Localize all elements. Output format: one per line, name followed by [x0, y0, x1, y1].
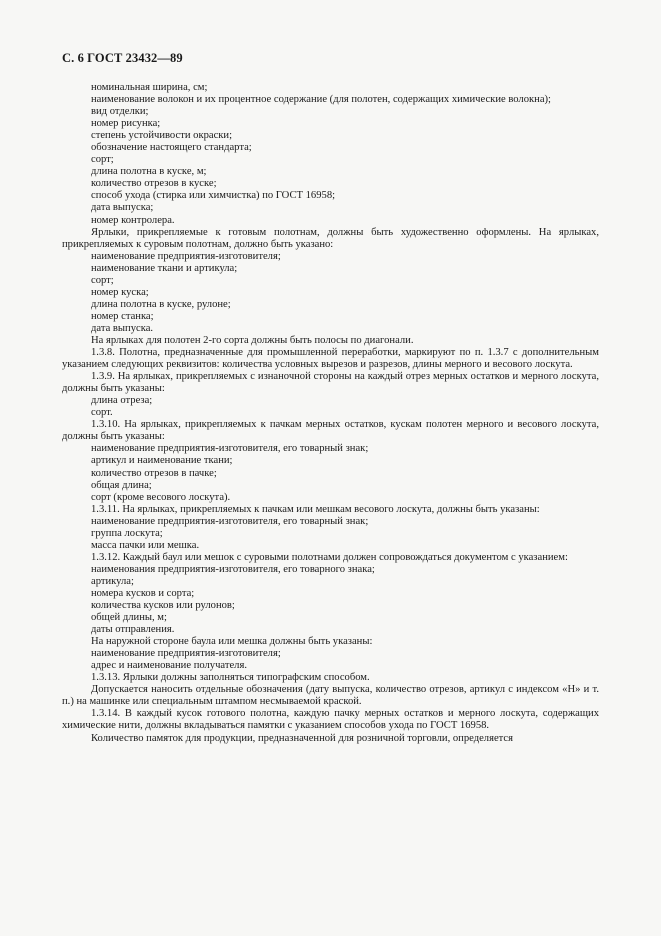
paragraph: количество отрезов в куске;: [91, 178, 217, 190]
paragraph: 1.3.9. На ярлыках, прикрепляемых с изнаночной стороны на каждый отрез мерных остатков и мерного лоскута, должны быть указаны:: [62, 371, 599, 395]
paragraph: Ярлыки, прикрепляемые к готовым полотнам, должны быть художественно оформлены. На ярлыках, прикрепляемых к суровым полотнам, должно быть указано:: [62, 226, 599, 250]
paragraph: сорт;: [91, 154, 114, 166]
paragraph: длина полотна в куске, рулоне;: [91, 298, 231, 310]
paragraph: Допускается наносить отдельные обозначения (дату выпуска, количество отрезов, артикул с индексом «Н» и т. п.) на машинке или специальным штампом несмываемой краской.: [62, 684, 599, 708]
paragraph: количества кусков или рулонов;: [91, 600, 235, 612]
paragraph: 1.3.11. На ярлыках, прикрепляемых к пачкам или мешкам весового лоскута, должны быть указаны:: [91, 503, 540, 515]
paragraph: наименования предприятия-изготовителя, его товарного знака;: [91, 563, 375, 575]
paragraph: На ярлыках для полотен 2-го сорта должны быть полосы по диагонали.: [91, 334, 414, 346]
document-body: [62, 82, 599, 745]
paragraph: длина полотна в куске, м;: [91, 166, 207, 178]
paragraph: Количество памяток для продукции, предназначенной для розничной торговли, определяется: [91, 732, 513, 744]
paragraph: общая длина;: [91, 479, 152, 491]
paragraph: номинальная ширина, см;: [91, 82, 208, 93]
paragraph: наименование предприятия-изготовителя, его товарный знак;: [91, 515, 369, 527]
paragraph: дата выпуска.: [91, 322, 154, 334]
paragraph: На наружной стороне баула или мешка должны быть указаны:: [91, 636, 373, 648]
paragraph: наименование предприятия-изготовителя;: [91, 648, 281, 660]
paragraph: количество отрезов в пачке;: [91, 467, 217, 479]
paragraph: способ ухода (стирка или химчистка) по ГОСТ 16958;: [91, 190, 336, 202]
paragraph: 1.3.10. На ярлыках, прикрепляемых к пачкам мерных остатков, кускам полотен мерного и весового лоскута, должны быть указаны:: [62, 419, 599, 443]
paragraph: артикула;: [91, 575, 134, 587]
paragraph: адрес и наименование получателя.: [91, 660, 247, 672]
paragraph: номер контролера.: [91, 214, 175, 226]
paragraph: дата выпуска;: [91, 202, 154, 214]
paragraph: наименование предприятия-изготовителя;: [91, 250, 281, 262]
paragraph: 1.3.14. В каждый кусок готового полотна, каждую пачку мерных остатков и мерного лоскута, содержащих химические нити, должны вкладываться памятки с указанием способов ухода по ГОСТ 16958.: [62, 708, 599, 732]
paragraph: 1.3.8. Полотна, предназначенные для промышленной переработки, маркируют по п. 1.3.7 с дополнительным указанием следующих реквизитов: количества условных вырезов и разрезов, длины мерного и весового лоскута.: [62, 347, 599, 371]
paragraph: масса пачки или мешка.: [91, 539, 200, 551]
paragraph: номер станка;: [91, 310, 154, 322]
paragraph: наименование предприятия-изготовителя, его товарный знак;: [91, 443, 369, 455]
paragraph: степень устойчивости окраски;: [91, 130, 233, 142]
paragraph: даты отправления.: [91, 624, 175, 636]
paragraph: вид отделки;: [91, 106, 149, 118]
paragraph: группа лоскута;: [91, 527, 163, 539]
paragraph: общей длины, м;: [91, 612, 167, 624]
paragraph: сорт.: [91, 407, 113, 419]
paragraph: сорт (кроме весового лоскута).: [91, 491, 231, 503]
paragraph: длина отреза;: [91, 395, 153, 407]
paragraph: номер куска;: [91, 286, 149, 298]
paragraph: сорт;: [91, 274, 114, 286]
paragraph: номера кусков и сорта;: [91, 587, 195, 599]
paragraph: обозначение настоящего стандарта;: [91, 142, 252, 154]
paragraph: 1.3.12. Каждый баул или мешок с суровыми полотнами должен сопровождаться документом с указанием:: [91, 551, 568, 563]
paragraph: наименование ткани и артикула;: [91, 262, 238, 274]
page-header: С. 6 ГОСТ 23432—89: [62, 51, 183, 65]
paragraph: артикул и наименование ткани;: [91, 455, 233, 467]
paragraph: 1.3.13. Ярлыки должны заполняться типографским способом.: [91, 672, 370, 684]
paragraph: номер рисунка;: [91, 118, 161, 130]
paragraph: наименование волокон и их процентное содержание (для полотен, содержащих химические волокна);: [91, 94, 551, 106]
